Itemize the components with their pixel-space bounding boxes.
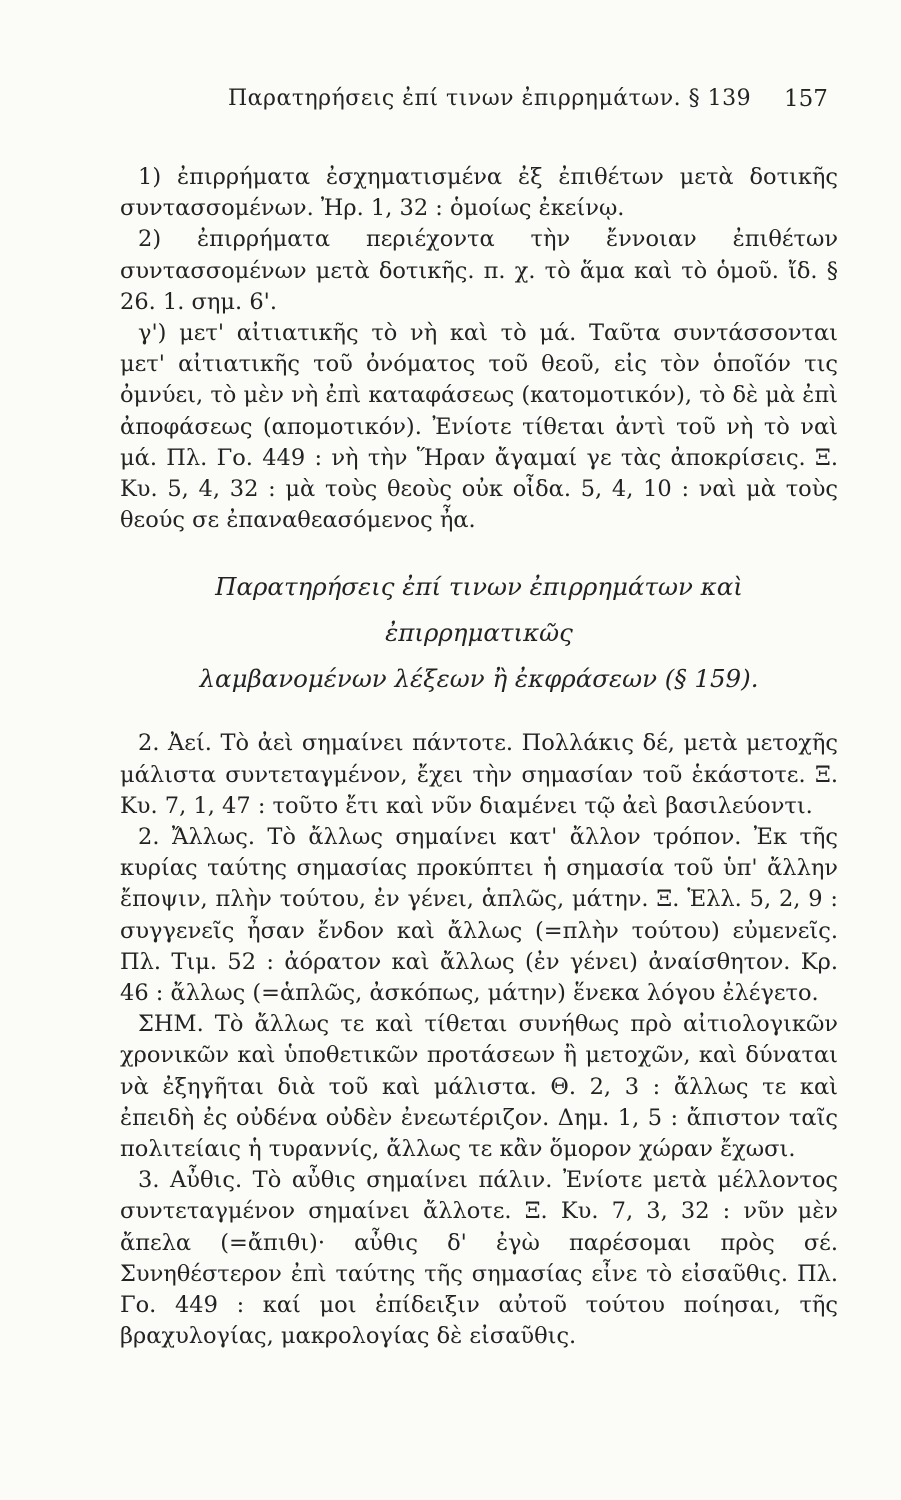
page-header [0,86,901,126]
section-heading-line-1: Παρατηρήσεις ἐπί τινων ἐπιρρημάτων καὶ ἐπιρρηματικῶς [215,572,743,648]
paragraph-dative-adverbs: 1) ἐπιρρήματα ἐσχηματισμένα ἐξ ἐπιθέτων μετὰ δοτικῆς συντασσομένων. Ἠρ. 1, 32 : ὁμοίως ἐκείνῳ. [120,164,838,222]
paragraph-aei: 2. Ἀεί. Τὸ ἀεὶ σημαίνει πάντοτε. Πολλάκις δέ, μετὰ μετοχῆς μάλιστα συντεταγμένον, ἔχει τὴν σημασίαν τοῦ ἑκάστοτε. Ξ. Κυ. 7, 1, 47 : τοῦτο ἔτι καὶ νῦν διαμένει τῷ ἀεὶ βασιλεύοντι. [120,730,838,819]
body-text [120,162,838,1353]
page-number: 157 [784,86,828,112]
section-heading-line-2: λαμβανομένων λέξεων ἢ ἐκφράσεων (§ 159). [199,664,759,694]
paragraph-allos: 2. Ἄλλως. Τὸ ἄλλως σημαίνει κατ' ἄλλον τρόπον. Ἐκ τῆς κυρίας ταύτης σημασίας προκύπτει ἡ σημασία τοῦ ὑπ' ἄλλην ἔποψιν, πλὴν τούτου, ἐν γένει, ἁπλῶς, μάτην. Ξ. Ἑλλ. 5, 2, 9 : συγγενεῖς ἦσαν ἔνδον καὶ ἄλλως (=πλὴν τούτου) εὐμενεῖς. Πλ. Τιμ. 52 : ἀόρατον καὶ ἄλλως (ἐν γένει) ἀναίσθητον. Κρ. 46 : ἄλλως (=ἁπλῶς, ἀσκόπως, μάτην) ἕνεκα λόγου ἐλέγετο. [120,824,838,1007]
running-title: Παρατηρήσεις ἐπί τινων ἐπιρρημάτων. § 139 [228,86,752,111]
paragraph-authis: 3. Αὖθις. Τὸ αὖθις σημαίνει πάλιν. Ἐνίοτε μετὰ μέλλοντος συντεταγμένον σημαίνει ἄλλοτε. Ξ. Κυ. 7, 3, 32 : νῦν μὲν ἄπελα (=ἄπιθι)· αὖθις δ' ἐγὼ παρέσομαι πρὸς σέ. Συνηθέστερον ἐπὶ ταύτης τῆς σημασίας εἶνε τὸ εἰσαῦθις. Πλ. Γο. 449 : καί μοι ἐπίδειξιν αὐτοῦ τούτου ποίησαι, τῆς βραχυλογίας, μακρολογίας δὲ εἰσαῦθις. [120,1167,838,1350]
section-heading [120,564,838,702]
paragraph-dative-adjective-sense: 2) ἐπιρρήματα περιέχοντα τὴν ἔννοιαν ἐπιθέτων συντασσομένων μετὰ δοτικῆς. π. χ. τὸ ἅμα καὶ τὸ ὁμοῦ. ἴδ. § 26. 1. σημ. 6'. [120,226,838,315]
paragraph-note-allos-te: ΣΗΜ. Τὸ ἄλλως τε καὶ τίθεται συνήθως πρὸ αἰτιολογικῶν χρονικῶν καὶ ὑποθετικῶν προτάσεων ἢ μετοχῶν, καὶ δύναται νὰ ἐξηγῆται διὰ τοῦ καὶ μάλιστα. Θ. 2, 3 : ἄλλως τε καὶ ἐπειδὴ ἐς οὐδένα οὐδὲν ἐνεωτέριζον. Δημ. 1, 5 : ἄπιστον ταῖς πολιτείαις ἡ τυραννίς, ἄλλως τε κἂν ὅμορον χώραν ἔχωσι. [120,1011,838,1163]
paragraph-oath-particles: γ') μετ' αἰτιατικῆς τὸ νὴ καὶ τὸ μά. Ταῦτα συντάσσονται μετ' αἰτιατικῆς τοῦ ὀνόματος τοῦ θεοῦ, εἰς τὸν ὁποῖόν τις ὀμνύει, τὸ μὲν νὴ ἐπὶ καταφάσεως (κατομοτικόν), τὸ δὲ μὰ ἐπὶ ἀποφάσεως (απομοτικόν). Ἐνίοτε τίθεται ἀντὶ τοῦ νὴ τὸ ναὶ μά. Πλ. Γο. 449 : νὴ τὴν Ἥραν ἄγαμαί γε τὰς ἀποκρίσεις. Ξ. Κυ. 5, 4, 32 : μὰ τοὺς θεοὺς οὐκ οἶδα. 5, 4, 10 : ναὶ μὰ τοὺς θεούς σε ἐπαναθεασόμενος ἦα. [120,320,838,534]
